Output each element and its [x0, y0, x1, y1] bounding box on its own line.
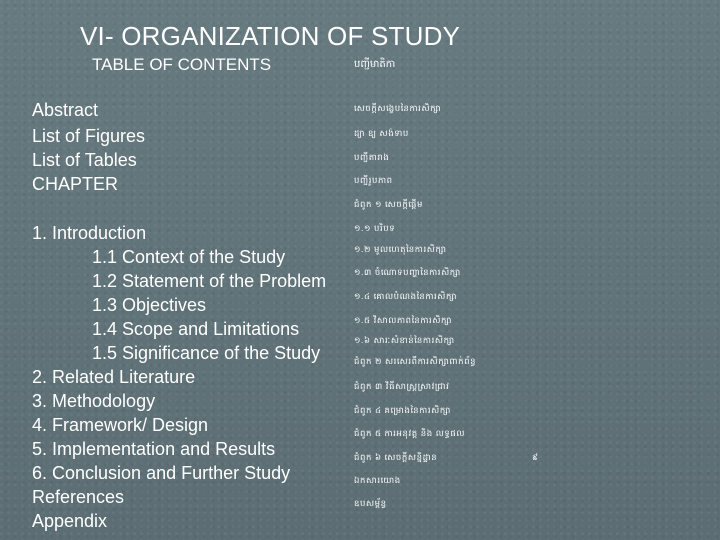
slide-title: VI- ORGANIZATION OF STUDY [80, 21, 461, 51]
khmer-item-1-6: ១.៦ សារៈសំខាន់នៃការសិក្សា [354, 335, 455, 345]
contents-item-1-4: 1.4 Scope and Limitations [92, 319, 300, 339]
contents-item-1-5: 1.5 Significance of the Study [92, 343, 321, 363]
khmer-item-chapter-4: ជំពូក ៤ គម្រោងនៃការសិក្សា [354, 405, 451, 415]
contents-item-chapter: CHAPTER [32, 174, 119, 194]
contents-item-1-2: 1.2 Statement of the Problem [92, 271, 327, 291]
khmer-item-chapter-5: ជំពូក ៥ ការអនុវត្ត និង លទ្ធផល [354, 428, 466, 438]
khmer-item-chapter-6: ជំពូក ៦ សេចក្តីសន្និដ្ឋាន [354, 452, 438, 462]
khmer-item-chapter-1: ជំពូក ១ សេចក្តីផ្តើម [354, 199, 424, 209]
english-contents-list [32, 0, 362, 540]
contents-item-methodology: 3. Methodology [32, 391, 156, 411]
contents-item-1-3: 1.3 Objectives [92, 295, 207, 315]
toc-heading: TABLE OF CONTENTS [92, 55, 272, 74]
khmer-item-chapter-3: ជំពូក ៣ វិធីសាស្ត្រស្រាវជ្រាវ [354, 381, 450, 391]
contents-item-introduction: 1. Introduction [32, 223, 147, 243]
contents-item-list-of-tables: List of Tables [32, 150, 137, 170]
khmer-item-1-3: ១.៣ ចំណោទបញ្ហានៃការសិក្សា [354, 267, 461, 277]
contents-item-list-of-figures: List of Figures [32, 126, 146, 146]
stray-khmer-mark: ៩ [532, 452, 539, 462]
khmer-item-1-4: ១.៤ គោលបំណងនៃការសិក្សា [354, 291, 458, 301]
contents-item-framework-design: 4. Framework/ Design [32, 415, 209, 435]
khmer-item-chapter-2: ជំពូក ២ សរសេរពីការសិក្សាពាក់ព័ន្ធ [354, 356, 477, 366]
khmer-item-figures: ដ្យា ឧ្យ សង់ទាប [354, 128, 409, 138]
khmer-item-1-2: ១.២ មូលហេតុនៃការសិក្សា [354, 244, 447, 254]
khmer-item-tables: បញ្ជីតារាង [354, 152, 390, 162]
khmer-item-appendix: ឧបសម្ព័ន្ធ [354, 498, 387, 508]
contents-item-appendix: Appendix [32, 511, 108, 531]
khmer-item-pictures: បញ្ជីរូបភាព [354, 175, 393, 185]
khmer-item-references: ឯកសារយោង [354, 475, 401, 485]
contents-item-1-1: 1.1 Context of the Study [92, 247, 286, 267]
contents-item-abstract: Abstract [32, 100, 99, 120]
contents-item-related-literature: 2. Related Literature [32, 367, 196, 387]
khmer-item-1-5: ១.៥ វិសាលភាពនៃការសិក្សា [354, 315, 453, 325]
khmer-contents-list [354, 0, 694, 540]
contents-item-conclusion: 6. Conclusion and Further Study [32, 463, 291, 483]
khmer-item-1-1: ១.១ បរិបទ [354, 223, 396, 233]
contents-item-implementation: 5. Implementation and Results [32, 439, 276, 459]
khmer-toc-heading: បញ្ជីមាតិកា [354, 59, 396, 70]
contents-item-references: References [32, 487, 125, 507]
khmer-item-abstract: សេចក្តីសង្ខេបនៃការសិក្សា [354, 103, 442, 113]
